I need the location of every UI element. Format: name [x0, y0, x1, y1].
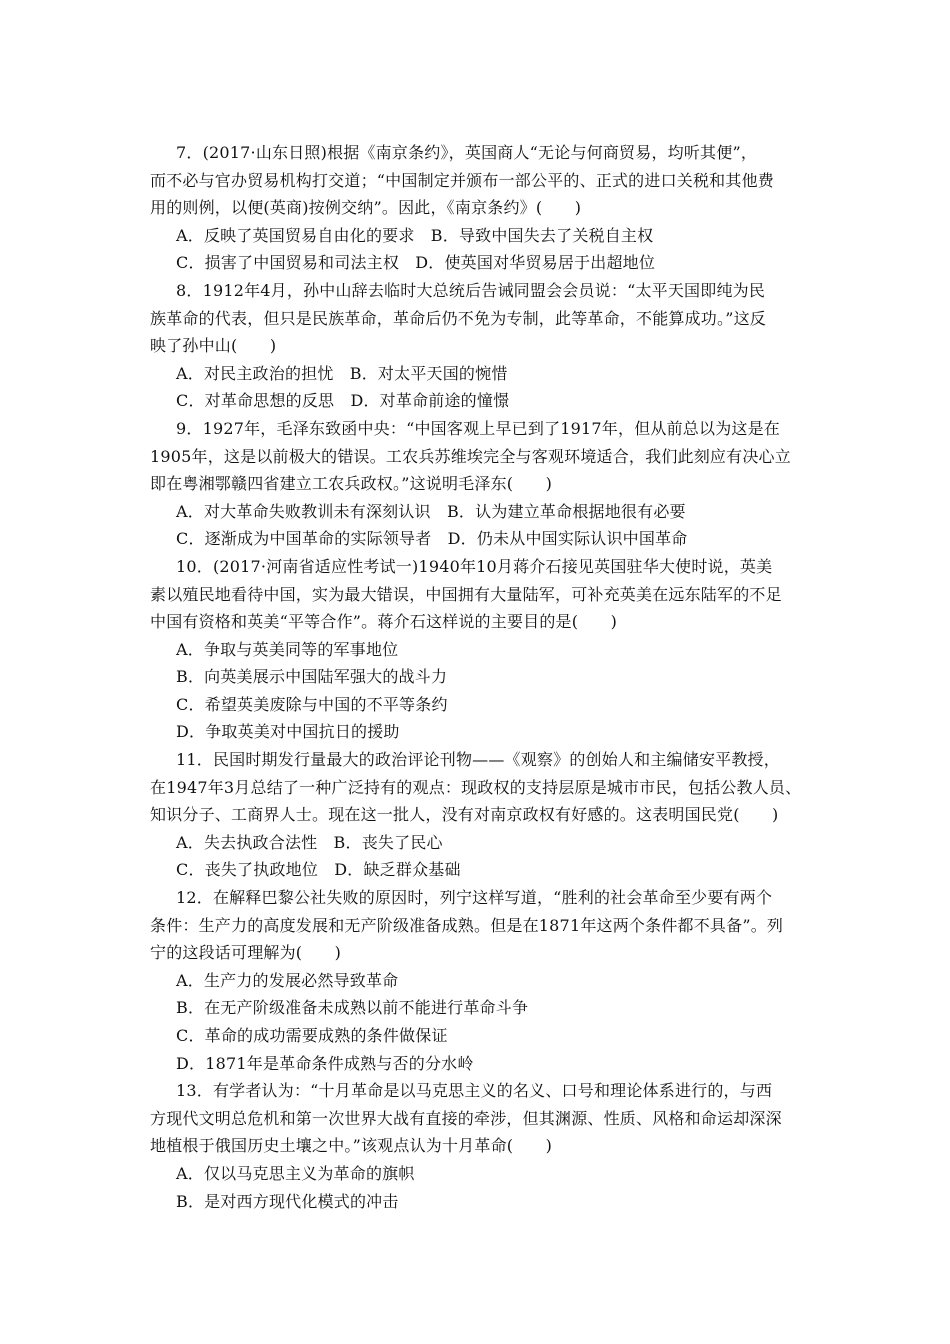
option-line: C．丧失了执政地位 D．缺乏群众基础: [176, 860, 461, 880]
question-stem-line: 用的则例，以便(英商)按例交纳”。因此，《南京条约》( ): [150, 198, 582, 218]
question-stem-line: 条件：生产力的高度发展和无产阶级准备成熟。但是在1871年这两个条件都不具备”。列: [150, 915, 784, 935]
option-line: C．损害了中国贸易和司法主权 D．使英国对华贸易居于出超地位: [176, 253, 656, 273]
option-line: C．逐渐成为中国革命的实际领导者 D．仍未从中国实际认识中国革命: [176, 529, 688, 549]
question-stem-line: 12．在解释巴黎公社失败的原因时，列宁这样写道，“胜利的社会革命至少要有两个: [176, 888, 773, 908]
option-line: A．对大革命失败教训未有深刻认识 B．认为建立革命根据地很有必要: [176, 501, 686, 521]
option-line: A．失去执政合法性 B．丧失了民心: [176, 832, 443, 852]
question-stem-line: 族革命的代表，但只是民族革命，革命后仍不免为专制，此等革命，不能算成功。”这反: [150, 308, 766, 328]
question-stem-line: 宁的这段话可理解为( ): [150, 943, 342, 963]
option-line: A．争取与英美同等的军事地位: [176, 639, 399, 659]
question-11: [150, 746, 830, 884]
question-stem-line: 10．(2017·河南省适应性考试一)1940年10月蒋介石接见英国驻华大使时说，英美: [176, 556, 773, 576]
option-line: A．仅以马克思主义为革命的旗帜: [176, 1163, 415, 1183]
question-10: [150, 553, 830, 746]
question-stem-line: 映了孙中山( ): [150, 336, 277, 356]
option-line: C．对革命思想的反思 D．对革命前途的憧憬: [176, 391, 510, 411]
question-13: [150, 1077, 830, 1215]
question-stem-line: 9．1927年，毛泽东致函中央：“中国客观上早已到了1917年，但从前总以为这是在: [176, 418, 780, 438]
question-stem-line: 在1947年3月总结了一种广泛持有的观点：现政权的支持层原是城市市民，包括公教人员、: [150, 777, 802, 797]
question-stem-line: 13．有学者认为：“十月革命是以马克思主义的名义、口号和理论体系进行的，与西: [176, 1081, 773, 1101]
question-stem-line: 中国有资格和英美“平等合作”。蒋介石这样说的主要目的是( ): [150, 612, 618, 632]
question-stem-line: 知识分子、工商界人士。现在这一批人，没有对南京政权有好感的。这表明国民党( ): [150, 805, 779, 825]
option-line: D．1871年是革命条件成熟与否的分水岭: [176, 1053, 474, 1073]
question-stem-line: 地植根于俄国历史土壤之中。”该观点认为十月革命( ): [150, 1136, 553, 1156]
option-line: A．反映了英国贸易自由化的要求 B．导致中国失去了关税自主权: [176, 225, 654, 245]
question-list: [150, 139, 830, 1215]
question-stem-line: 而不必与官办贸易机构打交道；“中国制定并颁布一部公平的、正式的进口关税和其他费: [150, 170, 774, 190]
option-line: D．争取英美对中国抗日的援助: [176, 722, 400, 742]
question-stem-line: 7．(2017·山东日照)根据《南京条约》，英国商人“无论与何商贸易，均听其便”，: [176, 143, 758, 162]
question-8: [150, 277, 830, 415]
question-stem-line: 方现代文明总危机和第一次世界大战有直接的牵涉，但其渊源、性质、风格和命运却深深: [150, 1108, 782, 1128]
question-stem-line: 1905年，这是以前极大的错误。工农兵苏维埃完全与客观环境适合，我们此刻应有决心立: [150, 446, 791, 466]
option-line: C．希望英美废除与中国的不平等条约: [176, 694, 448, 714]
question-stem-line: 11．民国时期发行量最大的政治评论刊物——《观察》的创始人和主编储安平教授，: [176, 750, 780, 770]
question-12: [150, 884, 830, 1077]
option-line: A．对民主政治的担忧 B．对太平天国的惋惜: [176, 363, 508, 383]
option-line: B．是对西方现代化模式的冲击: [176, 1191, 399, 1211]
question-stem-line: 即在粤湘鄂赣四省建立工农兵政权。”这说明毛泽东( ): [150, 474, 553, 494]
option-line: A．生产力的发展必然导致革命: [176, 970, 399, 990]
question-stem-line: 8．1912年4月，孙中山辞去临时大总统后告诫同盟会会员说：“太平天国即纯为民: [176, 280, 766, 300]
option-line: C．革命的成功需要成熟的条件做保证: [176, 1026, 448, 1045]
option-line: B．向英美展示中国陆军强大的战斗力: [176, 667, 448, 687]
question-7: [150, 139, 830, 277]
option-line: B．在无产阶级准备未成熟以前不能进行革命斗争: [176, 998, 529, 1018]
question-stem-line: 素以殖民地看待中国，实为最大错误，中国拥有大量陆军，可补充英美在远东陆军的不足: [150, 584, 782, 604]
question-9: [150, 415, 830, 553]
